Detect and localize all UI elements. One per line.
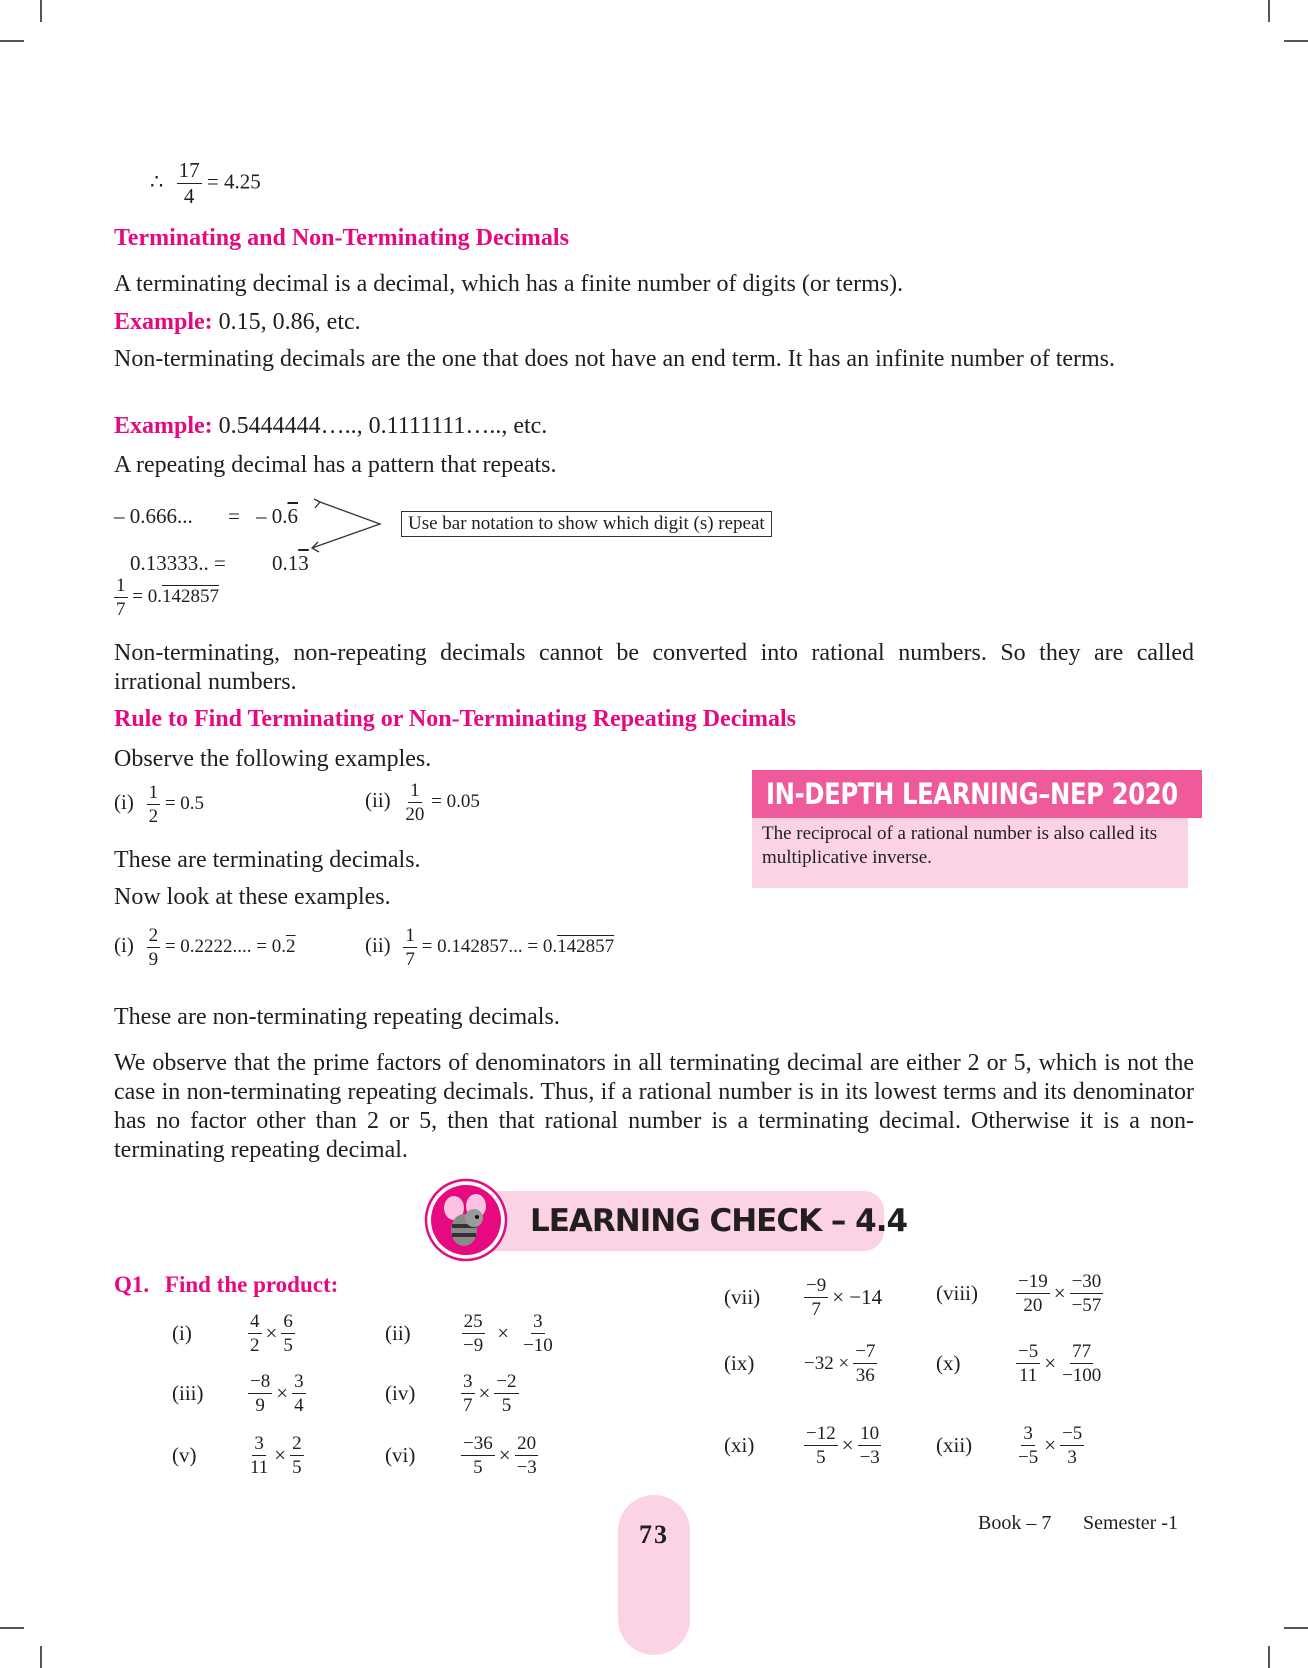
example-2-ii <box>365 926 614 969</box>
times-sign: × <box>276 1381 289 1405</box>
arrow-line <box>312 502 380 548</box>
item-label: (vii) <box>724 1285 761 1309</box>
frac-num: 25 <box>463 1311 483 1332</box>
exercise-item <box>936 1272 1103 1315</box>
example-i <box>114 783 204 826</box>
frac-num: 3 <box>294 1371 304 1392</box>
example-number: (ii) <box>365 787 391 812</box>
frac-num: 1 <box>116 575 126 596</box>
frac-num: 3 <box>533 1311 543 1332</box>
times-sign: × <box>497 1321 510 1345</box>
repeat-row-1-eq: = <box>228 504 240 528</box>
frac-den: 20 <box>1023 1295 1043 1316</box>
item-label: (ix) <box>724 1351 755 1375</box>
repeat-row-2-left: 0.13333.. = <box>130 551 226 575</box>
frac-den: 4 <box>294 1395 304 1416</box>
decimal-prefix: – 0. <box>256 504 288 528</box>
crop-mark <box>1284 40 1308 42</box>
nep-title-banner <box>752 770 1202 818</box>
frac-num: 2 <box>148 925 159 946</box>
frac-den: 7 <box>116 599 126 620</box>
frac-num: 3 <box>463 1371 473 1392</box>
frac-den: −5 <box>1018 1447 1039 1468</box>
example-label: Example: <box>114 309 213 335</box>
example-value: = 0.5 <box>164 792 205 814</box>
repeating-digits: 142857 <box>557 935 615 957</box>
exercise-item <box>936 1424 1084 1467</box>
item-label: (xi) <box>724 1433 755 1457</box>
decimal-prefix: 0.1 <box>272 551 299 575</box>
frac-num: 20 <box>517 1433 537 1454</box>
frac-den: 5 <box>283 1335 293 1356</box>
example-value: = 0.05 <box>431 790 480 812</box>
item-label: (iv) <box>385 1381 416 1405</box>
exercise-item <box>724 1424 882 1467</box>
repeat-row-1-right <box>256 504 298 529</box>
frac-den: 36 <box>855 1365 875 1386</box>
bar-notation-callout: Use bar notation to show which digit (s) repeat <box>401 511 772 537</box>
frac-den: 5 <box>473 1457 483 1478</box>
exercise-item <box>172 1312 295 1355</box>
frac-den: −3 <box>859 1447 880 1468</box>
exercise-item <box>172 1372 306 1415</box>
exercise-item <box>936 1342 1103 1385</box>
learning-check-title: LEARNING CHECK – 4.4 <box>530 1203 908 1239</box>
frac-num: 6 <box>283 1311 293 1332</box>
conclusion-paragraph: We observe that the prime factors of denominators in all terminating decimal are either 2 or 5, which is not the case in non-terminating repeating decimals. Thus, if a rational number is in its lowest terms and its denominator has no factor other than 2 or 5, then that rational number is a terminating decimal. Otherwise it is a non-terminating repeating decimal. <box>114 1050 1194 1163</box>
paragraph: A repeating decimal has a pattern that repeats. <box>114 452 557 478</box>
paragraph: Non-terminating, non-repeating decimals cannot be converted into rational numbers. So they are called irrational numbers. <box>114 640 1194 695</box>
frac-den: 7 <box>811 1299 821 1320</box>
times-sign: × <box>265 1321 278 1345</box>
item-label: (vi) <box>385 1443 416 1467</box>
whole-factor: −32 × <box>804 1352 850 1374</box>
repeat-row-1-left: – 0.666... <box>114 504 193 528</box>
repeat-row-3 <box>114 576 219 619</box>
example-label: Example: <box>114 413 213 439</box>
exercise-item <box>385 1372 519 1415</box>
frac-num: 1 <box>405 925 415 946</box>
crop-mark <box>1284 1627 1308 1629</box>
example-number: (i) <box>114 932 134 957</box>
item-label: (iii) <box>172 1381 204 1405</box>
frac-num: 77 <box>1072 1341 1092 1362</box>
paragraph: A terminating decimal is a decimal, which has a finite number of digits (or terms). <box>114 271 904 297</box>
repeating-digits: 6 <box>287 504 298 528</box>
page-number: 73 <box>639 1520 669 1549</box>
example-value: = 0.142857... = 0. <box>421 935 558 957</box>
frac-den: −3 <box>516 1457 537 1478</box>
exercise-item <box>385 1434 539 1477</box>
paragraph: These are terminating decimals. <box>114 847 421 873</box>
frac-den: 5 <box>292 1457 302 1478</box>
frac-den: 9 <box>148 949 159 970</box>
times-sign: × <box>274 1443 287 1467</box>
frac-num: −36 <box>463 1433 493 1454</box>
exercise-item <box>385 1312 555 1355</box>
exercise-item <box>172 1434 304 1477</box>
example-number: (ii) <box>365 932 391 957</box>
paragraph: Non-terminating decimals are the one that does not have an end term. It has an infinite number of terms. <box>114 346 1116 372</box>
frac-den: 2 <box>250 1335 260 1356</box>
section-heading: Terminating and Non-Terminating Decimals <box>114 225 569 251</box>
question-header <box>114 1272 338 1298</box>
exercise-item <box>724 1276 882 1319</box>
example-number: (i) <box>114 789 134 814</box>
frac-num: −19 <box>1018 1271 1048 1292</box>
section-heading: Rule to Find Terminating or Non-Terminating Repeating Decimals <box>114 706 797 732</box>
crop-mark <box>40 1646 42 1668</box>
example-2-i <box>114 926 296 969</box>
frac-num: −30 <box>1071 1271 1102 1292</box>
frac-den: −9 <box>463 1335 484 1356</box>
bee-mascot-icon <box>424 1178 508 1262</box>
item-label: (viii) <box>936 1281 978 1305</box>
frac-den: 5 <box>816 1447 826 1468</box>
frac-den: 5 <box>501 1395 512 1416</box>
item-label: (v) <box>172 1443 197 1467</box>
repeating-digits: 3 <box>298 551 309 575</box>
frac-num: 2 <box>292 1433 302 1454</box>
crop-mark <box>0 1627 24 1629</box>
question-text: Find the product: <box>164 1272 339 1297</box>
crop-mark <box>1268 0 1270 22</box>
frac-num: 3 <box>254 1433 264 1454</box>
example-line <box>114 412 547 441</box>
item-label: (x) <box>936 1351 961 1375</box>
frac-num: −9 <box>806 1275 827 1296</box>
frac-den: 11 <box>1018 1365 1038 1386</box>
therefore-line <box>150 160 261 207</box>
frac-den: −57 <box>1071 1295 1102 1316</box>
question-number: Q1. <box>114 1272 150 1297</box>
example-text: 0.15, 0.86, etc. <box>212 309 361 335</box>
repeating-digits: 142857 <box>161 585 219 607</box>
item-label: (i) <box>172 1321 192 1345</box>
frac-den: 7 <box>463 1395 473 1416</box>
frac-den: 11 <box>250 1457 269 1478</box>
frac-den: −10 <box>523 1335 553 1356</box>
nep-text: The reciprocal of a rational number is also called its multiplicative inverse. <box>762 823 1158 868</box>
nep-info-box <box>752 818 1188 888</box>
repeating-digits: 2 <box>286 935 296 957</box>
paragraph: These are non-terminating repeating decimals. <box>114 1004 560 1030</box>
example-text: 0.5444444….., 0.1111111….., etc. <box>212 413 548 439</box>
paragraph: Observe the following examples. <box>114 746 432 772</box>
semester-label: Semester -1 <box>1083 1512 1178 1534</box>
frac-num: 17 <box>178 158 200 182</box>
example-ii <box>365 781 480 824</box>
frac-num: −5 <box>1018 1341 1039 1362</box>
frac-num: −5 <box>1062 1423 1083 1444</box>
arrow-head <box>314 499 320 508</box>
frac-num: −8 <box>250 1371 271 1392</box>
example-line <box>114 308 361 337</box>
frac-den: 7 <box>405 949 415 970</box>
times-sign: × <box>478 1381 491 1405</box>
exercise-item <box>724 1342 877 1385</box>
callout-arrows <box>300 498 410 558</box>
decimal-prefix: = 0. <box>132 585 162 607</box>
times-sign: × <box>498 1443 511 1467</box>
frac-num: −7 <box>855 1341 876 1362</box>
nep-title: IN-DEPTH LEARNING–NEP 2020 <box>766 777 1178 811</box>
item-label: (ii) <box>385 1321 411 1345</box>
book-label: Book – 7 <box>978 1512 1052 1534</box>
times-sign: × <box>1053 1281 1066 1305</box>
frac-num: −2 <box>496 1371 517 1392</box>
therefore-symbol: ∴ <box>150 169 164 194</box>
frac-den: −100 <box>1062 1365 1102 1386</box>
frac-den: 4 <box>183 184 195 208</box>
times-sign: × <box>1044 1433 1057 1457</box>
frac-den: 3 <box>1067 1447 1077 1468</box>
crop-mark <box>1268 1646 1270 1668</box>
frac-den: 20 <box>405 804 425 825</box>
frac-num: 1 <box>410 780 420 801</box>
frac-num: 1 <box>148 782 159 803</box>
frac-num: 10 <box>860 1423 880 1444</box>
times-sign: × <box>1044 1351 1057 1375</box>
page-number-tab <box>618 1495 690 1655</box>
frac-num: −12 <box>806 1423 836 1444</box>
times-sign: × <box>841 1433 854 1457</box>
frac-den: 9 <box>255 1395 265 1416</box>
frac-den: 2 <box>148 806 159 827</box>
therefore-value: = 4.25 <box>206 169 261 194</box>
item-label: (xii) <box>936 1433 973 1457</box>
times-sign: × −14 <box>832 1285 883 1309</box>
frac-num: 3 <box>1023 1423 1033 1444</box>
paragraph: Now look at these examples. <box>114 884 391 910</box>
frac-num: 4 <box>250 1311 260 1332</box>
crop-mark <box>40 0 42 22</box>
example-value: = 0.2222.... = 0. <box>164 935 287 957</box>
crop-mark <box>0 40 24 42</box>
